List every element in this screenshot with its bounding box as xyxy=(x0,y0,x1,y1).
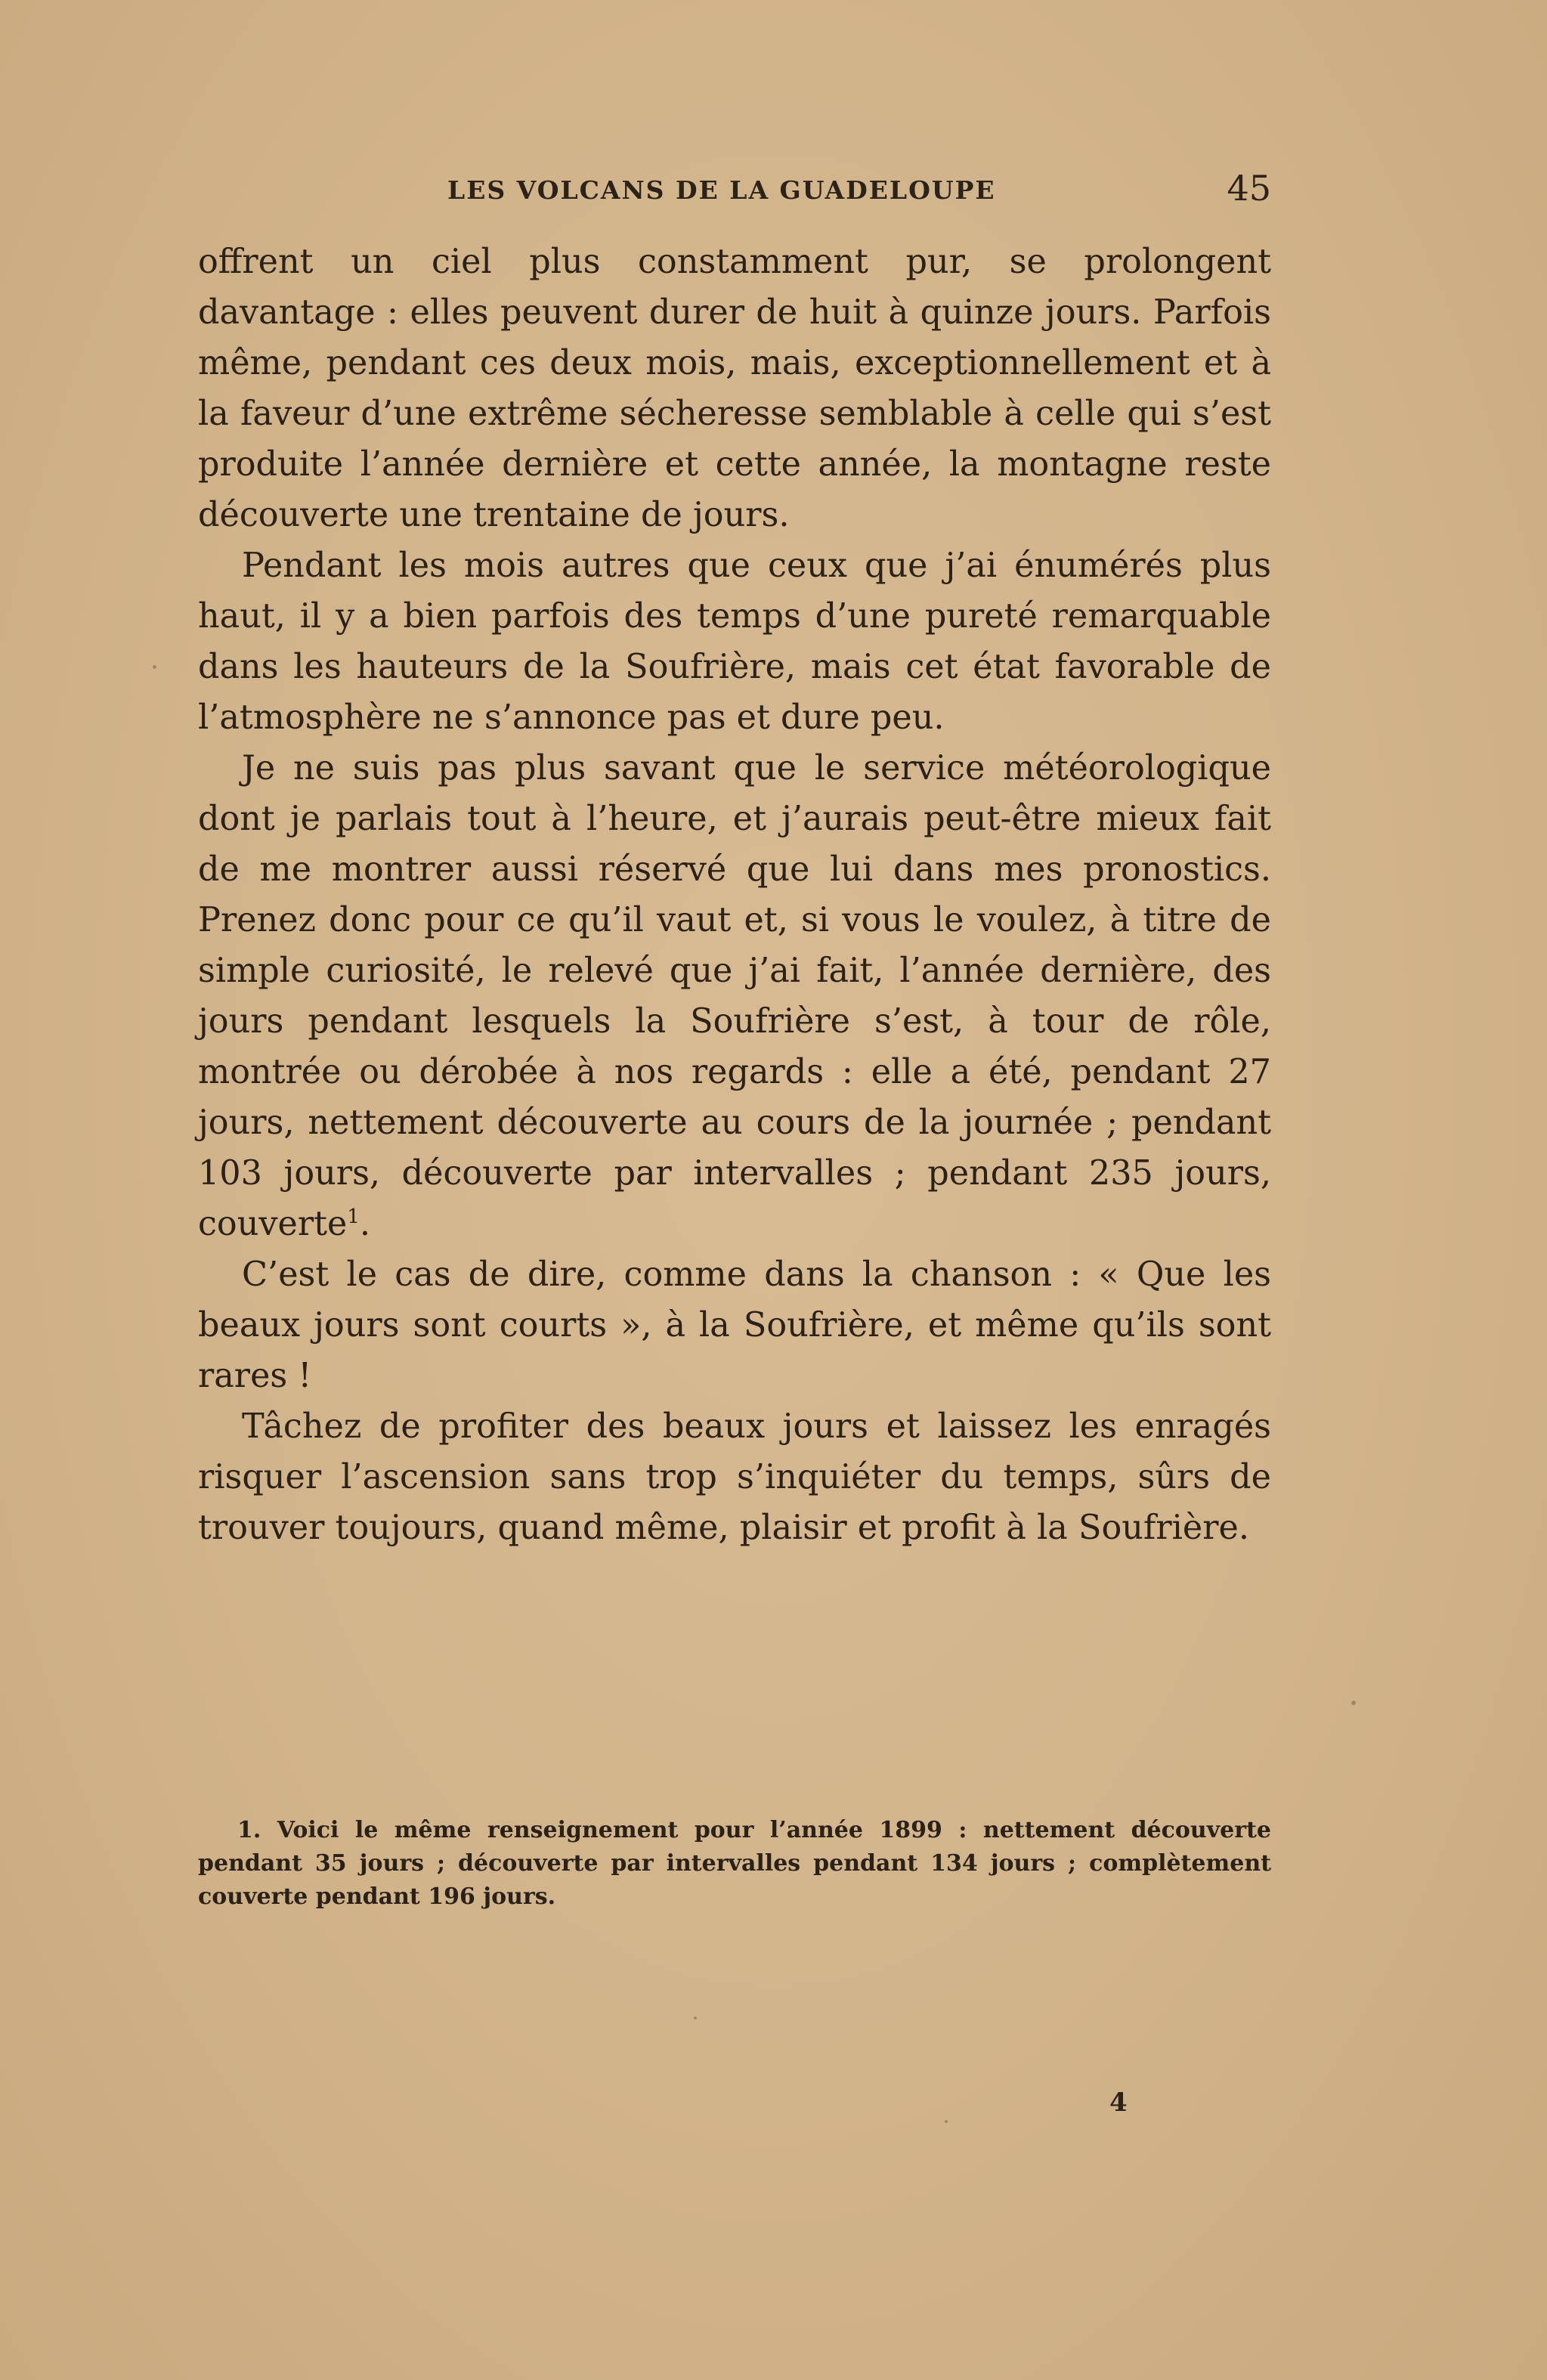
page-header xyxy=(198,168,1271,213)
paragraph-1 xyxy=(198,237,1271,540)
page-number: 45 xyxy=(1227,168,1271,209)
paper-speck xyxy=(1351,1701,1356,1705)
paragraph-3-text: Je ne suis pas plus savant que le service météorologique dont je parlais tout à l’heure, et j’aurais peut-être mieux fait de me montrer aussi réservé que lui dans mes pronostics. Prenez donc pour ce qu’il vaut et, si vous le voulez, à titre de simple curiosité, le relevé que j’ai fait, l’année dernière, des jours pendant lesquels la Soufrière s’est, à tour de rôle, montrée ou dérobée à nos regards : elle a été, pendant 27 jours, nettement découverte au cours de la journée ; pendant 103 jours, découverte par intervalles ; pendant 235 jours, couverte xyxy=(198,749,1271,1243)
footnote-mark: 1. xyxy=(237,1817,261,1843)
paragraph-2-text: Pendant les mois autres que ceux que j’ai énumérés plus haut, il y a bien parfois des temps d’une pureté remarquable dans les hauteurs de la Soufrière, mais cet état favorable de l’atmosphère ne s’annonce pas et dure peu. xyxy=(198,546,1271,737)
paper-speck xyxy=(153,665,156,669)
footnote-reference: 1 xyxy=(347,1205,360,1229)
paragraph-5-text: Tâchez de profiter des beaux jours et laissez les enragés risquer l’ascension sans trop s’inquiéter du temps, sûrs de trouver toujours, quand même, plaisir et profit à la Soufrière. xyxy=(198,1407,1271,1547)
paragraph-3: Je ne suis pas plus savant que le service météorologique dont je parlais tout à l’heure, et j’aurais peut-être mieux fait de me montrer aussi réservé que lui dans mes pronostics. Prenez donc pour ce qu’il vaut et, si vous le voulez, à titre de simple curiosité, le relevé que j’ai fait, l’année dernière, des jours pendant lesquels la Soufrière s’est, à tour de rôle, montrée ou dérobée à nos regards : elle a été, pendant 27 jours, nettement découverte au cours de la journée ; pendant 103 jours, découverte par intervalles ; pendant 235 jours, couverte$^1$. xyxy=(198,749,1271,1243)
paragraph-4 xyxy=(198,1249,1271,1401)
paragraph-2 xyxy=(198,540,1271,743)
paper-speck xyxy=(945,2120,948,2123)
body-text xyxy=(198,237,1271,1553)
signature-mark: 4 xyxy=(1109,2088,1128,2118)
paragraph-5 xyxy=(198,1401,1271,1553)
paper-speck xyxy=(694,2016,697,2019)
paragraph-4-text: C’est le cas de dire, comme dans la chanson : « Que les beaux jours sont courts », à la Soufrière, et même qu’ils sont rares ! xyxy=(198,1255,1271,1395)
running-title: LES VOLCANS DE LA GUADELOUPE xyxy=(447,175,996,205)
footnote-text: Voici le même renseignement pour l’année 1899 : nettement découverte pendant 35 jours ; découverte par intervalles pendant 134 jours ; complètement couverte pendant 196 jours. xyxy=(198,1817,1271,1910)
footnote xyxy=(198,1814,1271,1914)
paragraph-1-text: offrent un ciel plus constamment pur, se prolongent davantage : elles peuvent durer de huit à quinze jours. Parfois même, pendant ces deux mois, mais, exceptionnellement et à la faveur d’une extrême sécheresse semblable à celle qui s’est produite l’année dernière et cette année, la montagne reste découverte une trentaine de jours. xyxy=(198,243,1271,534)
